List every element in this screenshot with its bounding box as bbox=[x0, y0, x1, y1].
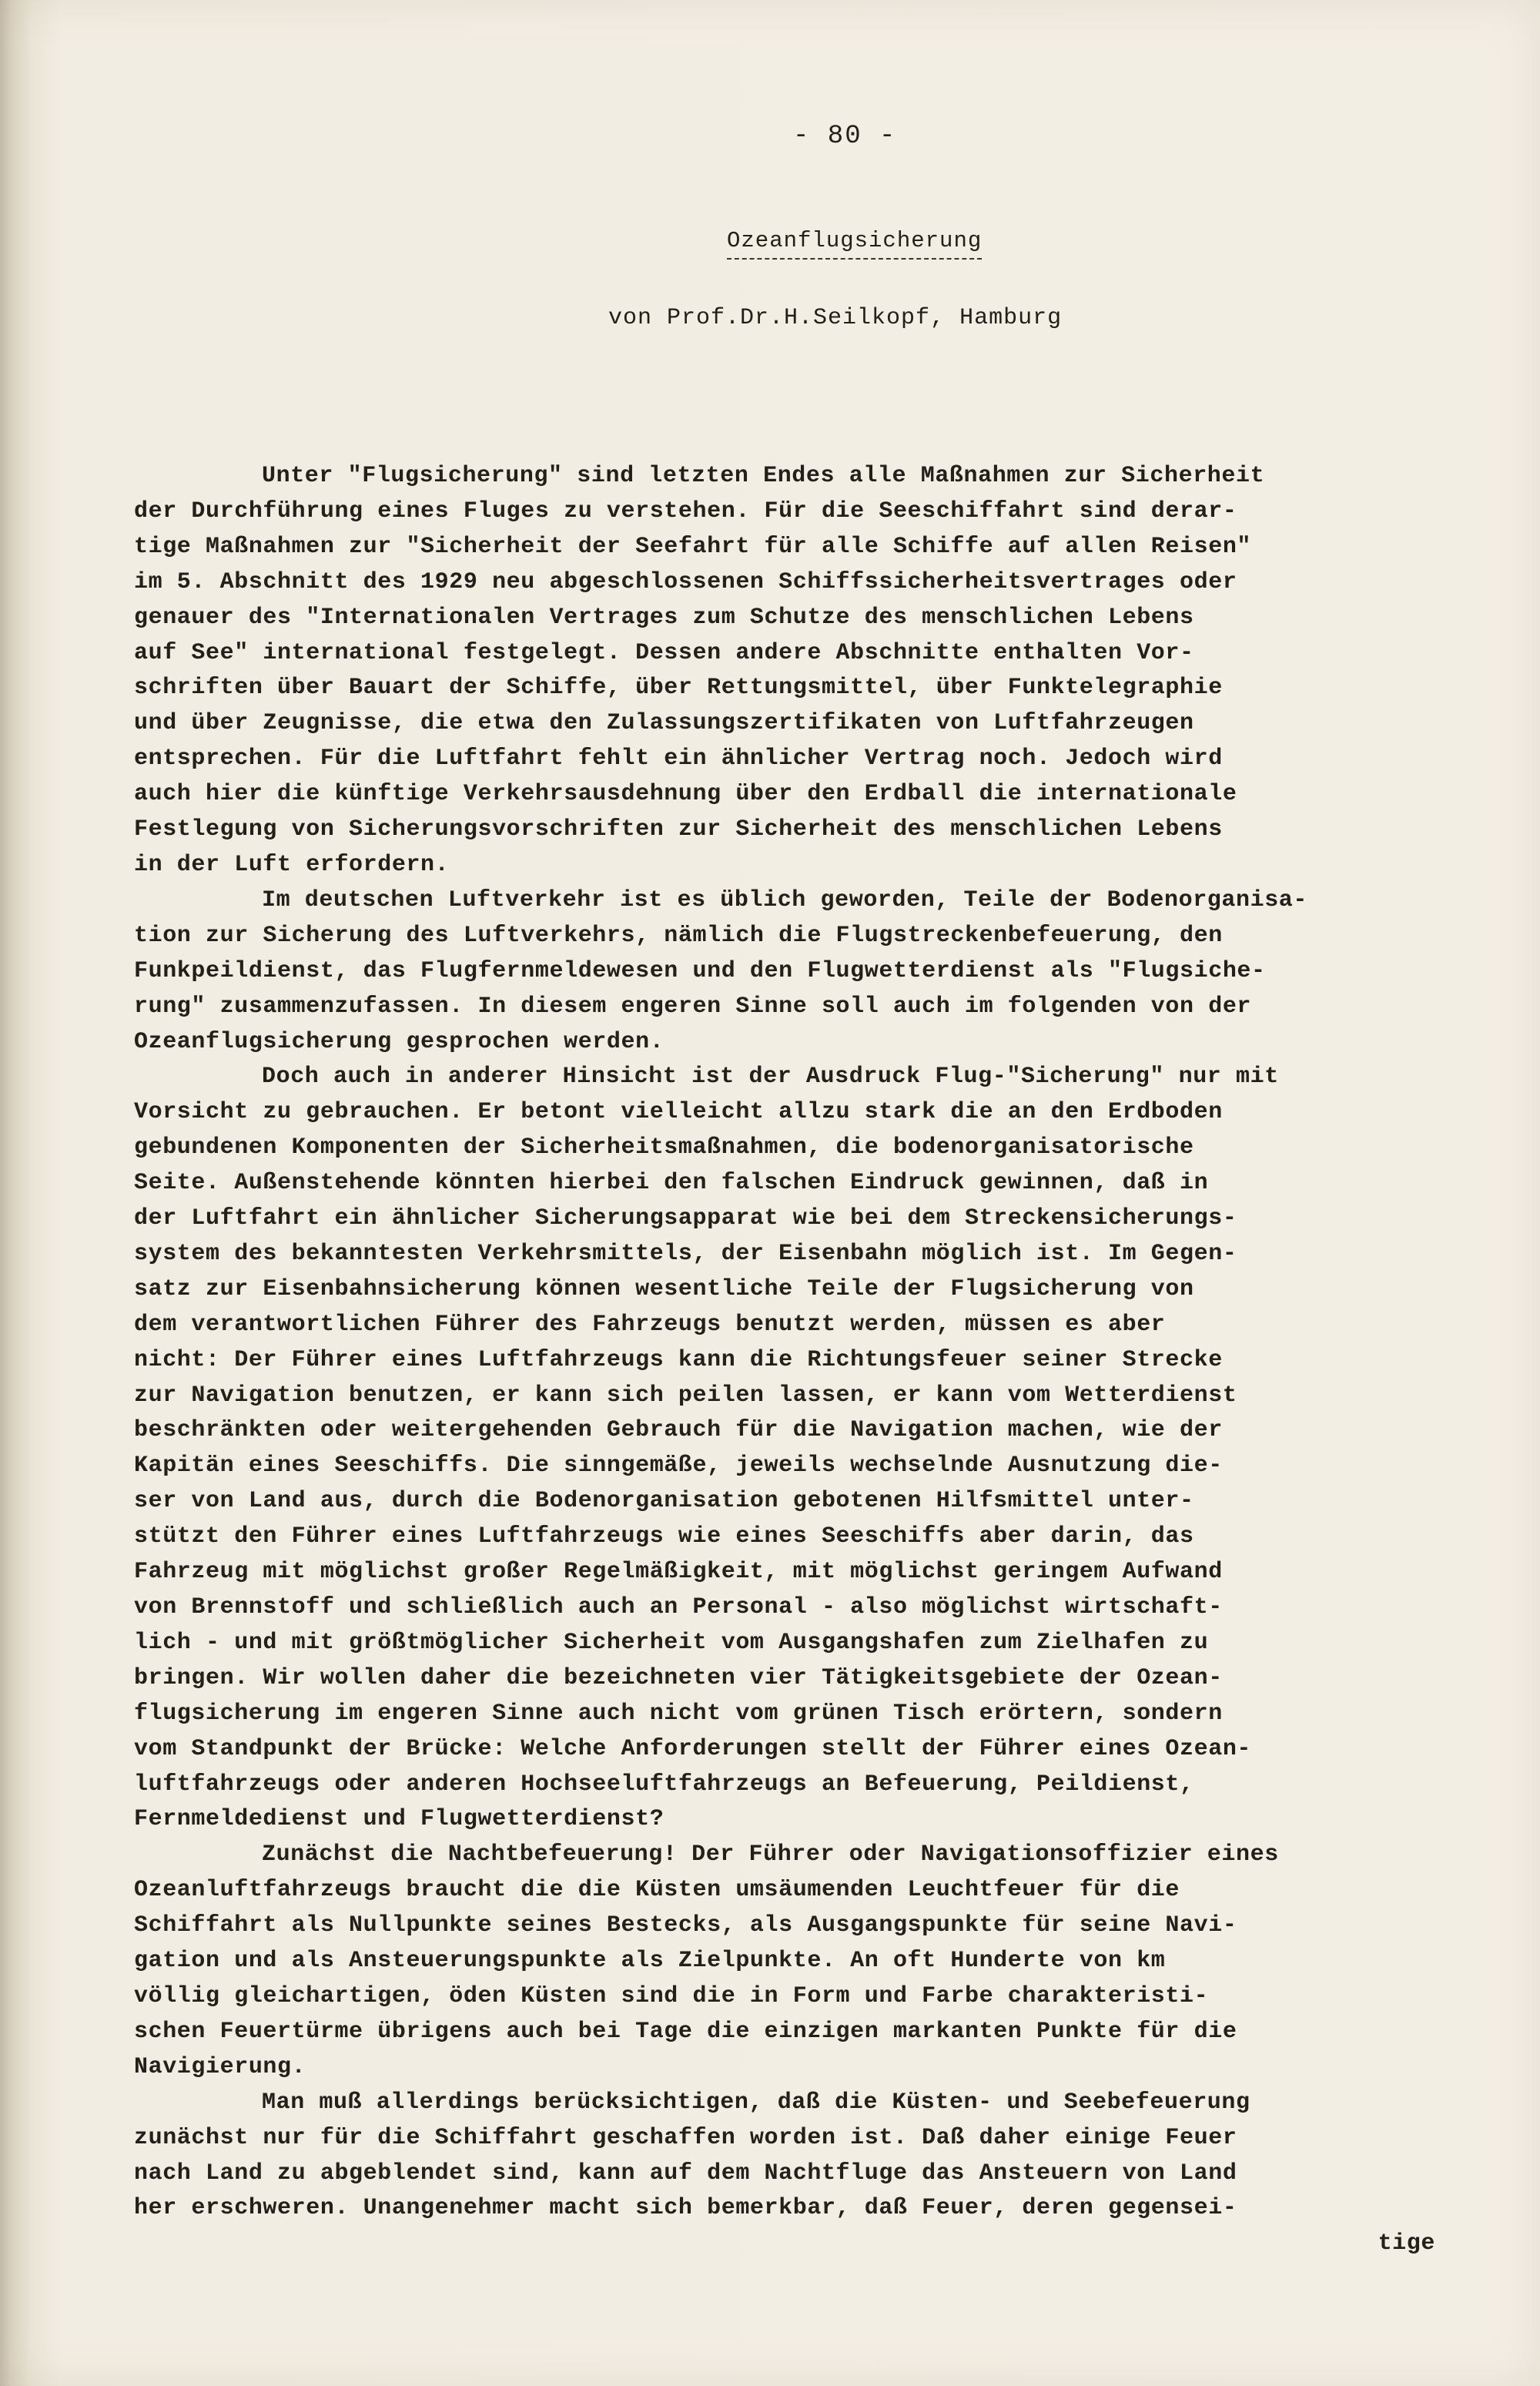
text-line: dem verantwortlichen Führer des Fahrzeugs benutzt werden, müssen es aber bbox=[134, 1311, 1166, 1338]
text-line: Funkpeildienst, das Flugfernmeldewesen und den Flugwetterdienst als "Flugsiche- bbox=[134, 957, 1266, 984]
page-number: - 80 - bbox=[793, 122, 897, 151]
text-line: beschränkten oder weitergehenden Gebrauch für die Navigation machen, wie der bbox=[134, 1417, 1223, 1444]
text-line: Fernmeldedienst und Flugwetterdienst? bbox=[134, 1806, 665, 1833]
text-line: nach Land zu abgeblendet sind, kann auf dem Nachtfluge das Ansteuern von Land bbox=[134, 2160, 1237, 2187]
text-line: Zunächst die Nachtbefeuerung! Der Führer oder Navigationsoffizier eines bbox=[262, 1841, 1279, 1868]
text-line: Vorsicht zu gebrauchen. Er betont vielleicht allzu stark die an den Erdboden bbox=[134, 1099, 1223, 1126]
text-line: Im deutschen Luftverkehr ist es üblich geworden, Teile der Bodenorganisa- bbox=[262, 886, 1308, 913]
text-line: von Brennstoff und schließlich auch an Personal - also möglichst wirtschaft- bbox=[134, 1594, 1223, 1620]
text-line: vom Standpunkt der Brücke: Welche Anforderungen stellt der Führer eines Ozean- bbox=[134, 1735, 1252, 1762]
text-line: Festlegung von Sicherungsvorschriften zur Sicherheit des menschlichen Lebens bbox=[134, 816, 1223, 843]
page-title: Ozeanflugsicherung bbox=[727, 228, 982, 260]
text-line: Ozeanluftfahrzeugs braucht die die Küsten umsäumenden Leuchtfeuer für die bbox=[134, 1877, 1180, 1904]
paragraph bbox=[134, 883, 1481, 1061]
text-line: Doch auch in anderer Hinsicht ist der Ausdruck Flug-"Sicherung" nur mit bbox=[262, 1064, 1279, 1091]
text-line: auf See" international festgelegt. Dessen andere Abschnitte enthalten Vor- bbox=[134, 639, 1194, 666]
text-line: Fahrzeug mit möglichst großer Regelmäßigkeit, mit möglichst geringem Aufwand bbox=[134, 1559, 1223, 1586]
paragraph bbox=[134, 1838, 1481, 2085]
text-line: flugsicherung im engeren Sinne auch nicht vom grünen Tisch erörtern, sondern bbox=[134, 1700, 1223, 1727]
text-line: in der Luft erfordern. bbox=[134, 851, 450, 878]
text-line: lich - und mit größtmöglicher Sicherheit vom Ausgangshafen zum Zielhafen zu bbox=[134, 1629, 1209, 1656]
text-line: Seite. Außenstehende könnten hierbei den falschen Eindruck gewinnen, daß in bbox=[134, 1170, 1209, 1197]
paragraph bbox=[134, 1060, 1481, 1838]
text-line: Kapitän eines Seeschiffs. Die sinngemäße, jeweils wechselnde Ausnutzung die- bbox=[134, 1453, 1223, 1480]
text-line: völlig gleichartigen, öden Küsten sind die in Form und Farbe charakteristi- bbox=[134, 1982, 1209, 2009]
text-line: der Luftfahrt ein ähnlicher Sicherungsapparat wie bei dem Streckensicherungs- bbox=[134, 1205, 1237, 1232]
text-line: Man muß allerdings berücksichtigen, daß die Küsten- und Seebefeuerung bbox=[262, 2089, 1250, 2116]
text-line: tion zur Sicherung des Luftverkehrs, nämlich die Flugstreckenbefeuerung, den bbox=[134, 922, 1223, 949]
text-line: entsprechen. Für die Luftfahrt fehlt ein ähnlicher Vertrag noch. Jedoch wird bbox=[134, 746, 1223, 772]
text-line: gebundenen Komponenten der Sicherheitsmaßnahmen, die bodenorganisatorische bbox=[134, 1134, 1194, 1161]
text-line: der Durchführung eines Fluges zu verstehen. Für die Seeschiffahrt sind derar- bbox=[134, 498, 1237, 524]
text-line: nicht: Der Führer eines Luftfahrzeugs kann die Richtungsfeuer seiner Strecke bbox=[134, 1346, 1223, 1373]
body-text bbox=[134, 459, 1481, 2262]
text-line: her erschweren. Unangenehmer macht sich bemerkbar, daß Feuer, deren gegensei- bbox=[134, 2195, 1237, 2222]
text-line: und über Zeugnisse, die etwa den Zulassungszertifikaten von Luftfahrzeugen bbox=[134, 710, 1194, 737]
catchword: tige bbox=[1378, 2230, 1435, 2257]
text-line: system des bekanntesten Verkehrsmittels, der Eisenbahn möglich ist. Im Gegen- bbox=[134, 1240, 1237, 1267]
text-line: gation und als Ansteuerungspunkte als Zielpunkte. An oft Hunderte von km bbox=[134, 1948, 1166, 1975]
text-line: Navigierung. bbox=[134, 2053, 306, 2080]
text-line: genauer des "Internationalen Vertrages zum Schutze des menschlichen Lebens bbox=[134, 604, 1194, 631]
text-line: ser von Land aus, durch die Bodenorganisation gebotenen Hilfsmittel unter- bbox=[134, 1488, 1194, 1515]
text-line: Unter "Flugsicherung" sind letzten Endes alle Maßnahmen zur Sicherheit bbox=[262, 463, 1265, 489]
text-line: schriften über Bauart der Schiffe, über Rettungsmittel, über Funktelegraphie bbox=[134, 675, 1223, 702]
text-line: im 5. Abschnitt des 1929 neu abgeschlossenen Schiffssicherheitsvertrages oder bbox=[134, 568, 1237, 595]
text-line: satz zur Eisenbahnsicherung können wesentliche Teile der Flugsicherung von bbox=[134, 1275, 1194, 1302]
text-line: rung" zusammenzufassen. In diesem engeren Sinne soll auch im folgenden von der bbox=[134, 993, 1252, 1020]
text-line: schen Feuertürme übrigens auch bei Tage die einzigen markanten Punkte für die bbox=[134, 2018, 1237, 2045]
text-line: zunächst nur für die Schiffahrt geschaffen worden ist. Daß daher einige Feuer bbox=[134, 2124, 1237, 2151]
text-line: Schiffahrt als Nullpunkte seines Bestecks, als Ausgangspunkte für seine Navi- bbox=[134, 1912, 1237, 1939]
text-line: stützt den Führer eines Luftfahrzeugs wie eines Seeschiffs aber darin, das bbox=[134, 1523, 1194, 1550]
author-line: von Prof.Dr.H.Seilkopf, Hamburg bbox=[608, 305, 1063, 331]
paragraph bbox=[134, 2086, 1481, 2227]
text-line: zur Navigation benutzen, er kann sich peilen lassen, er kann vom Wetterdienst bbox=[134, 1382, 1237, 1409]
paragraph bbox=[134, 459, 1481, 883]
text-line: tige Maßnahmen zur "Sicherheit der Seefahrt für alle Schiffe auf allen Reisen" bbox=[134, 533, 1252, 560]
text-line: auch hier die künftige Verkehrsausdehnung über den Erdball die internationale bbox=[134, 781, 1237, 808]
text-line: luftfahrzeugs oder anderen Hochseeluftfahrzeugs an Befeuerung, Peildienst, bbox=[134, 1771, 1194, 1798]
text-line: Ozeanflugsicherung gesprochen werden. bbox=[134, 1028, 665, 1055]
text-line: bringen. Wir wollen daher die bezeichneten vier Tätigkeitsgebiete der Ozean- bbox=[134, 1664, 1223, 1691]
